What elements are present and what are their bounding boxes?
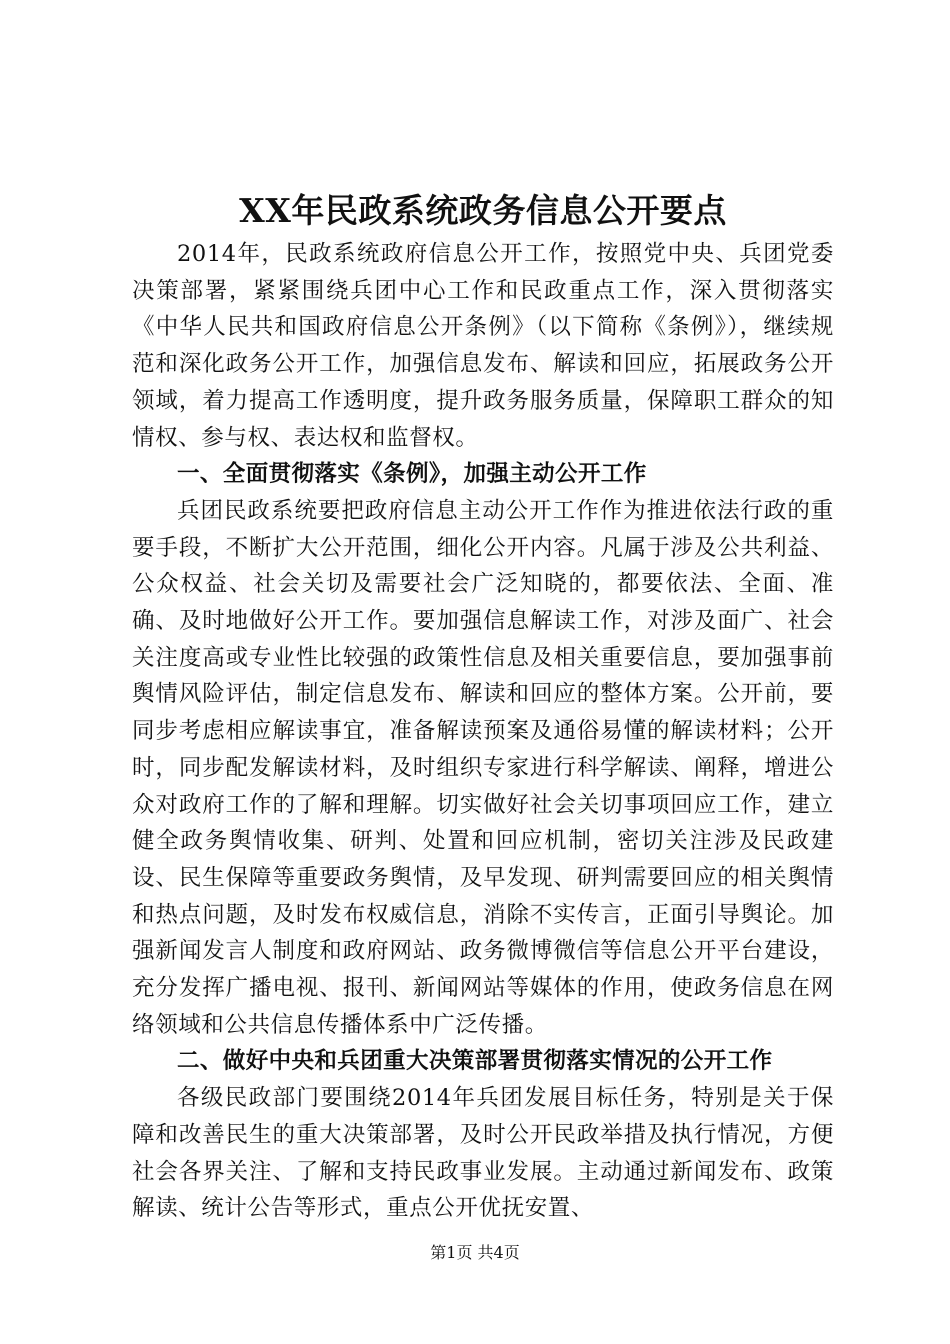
- paragraph-section-1: 兵团民政系统要把政府信息主动公开工作作为推进依法行政的重要手段，不断扩大公开范围，细化公开内容。凡属于涉及公共利益、公众权益、社会关切及需要社会广泛知晓的，都要依法、全面、准确、及时地做好公开工作。要加强信息解读工作，对涉及面广、社会关注度高或专业性比较强的政策性信息及相关重要信息，要加强事前舆情风险评估，制定信息发布、解读和回应的整体方案。公开前，要同步考虑相应解读事宜，准备解读预案及通俗易懂的解读材料；公开时，同步配发解读材料，及时组织专家进行科学解读、阐释，增进公众对政府工作的了解和理解。切实做好社会关切事项回应工作，建立健全政务舆情收集、研判、处置和回应机制，密切关注涉及民政建设、民生保障等重要政务舆情，及早发现、研判需要回应的相关舆情和热点问题，及时发布权威信息，消除不实传言，正面引导舆论。加强新闻发言人制度和政府网站、政务微博微信等信息公开平台建设，充分发挥广播电视、报刊、新闻网站等媒体的作用，使政务信息在网络领域和公共信息传播体系中广泛传播。: [132, 497, 834, 1038]
- paragraph-section-2: 各级民政部门要围绕2014年兵团发展目标任务，特别是关于保障和改善民生的重大决策部署，及时公开民政举措及执行情况，方便社会各界关注、了解和支持民政事业发展。主动通过新闻发布、政策解读、统计公告等形式，重点公开优抚安置、: [132, 1085, 834, 1222]
- section-heading-1: 一、全面贯彻落实《条例》，加强主动公开工作: [177, 461, 647, 488]
- section-heading-2: 二、做好中央和兵团重大决策部署贯彻落实情况的公开工作: [177, 1048, 773, 1075]
- paragraph-intro: 2014年，民政系统政府信息公开工作，按照党中央、兵团党委决策部署，紧紧围绕兵团中心工作和民政重点工作，深入贯彻落实《中华人民共和国政府信息公开条例》（以下简称《条例》），继续规范和深化政务公开工作，加强信息发布、解读和回应，拓展政务公开领域，着力提高工作透明度，提升政务服务质量，保障职工群众的知情权、参与权、表达权和监督权。: [132, 241, 834, 451]
- document-body: [132, 186, 834, 1227]
- document-title: XX年民政系统政务信息公开要点: [239, 191, 727, 230]
- page-footer: 第1页 共4页: [430, 1243, 520, 1262]
